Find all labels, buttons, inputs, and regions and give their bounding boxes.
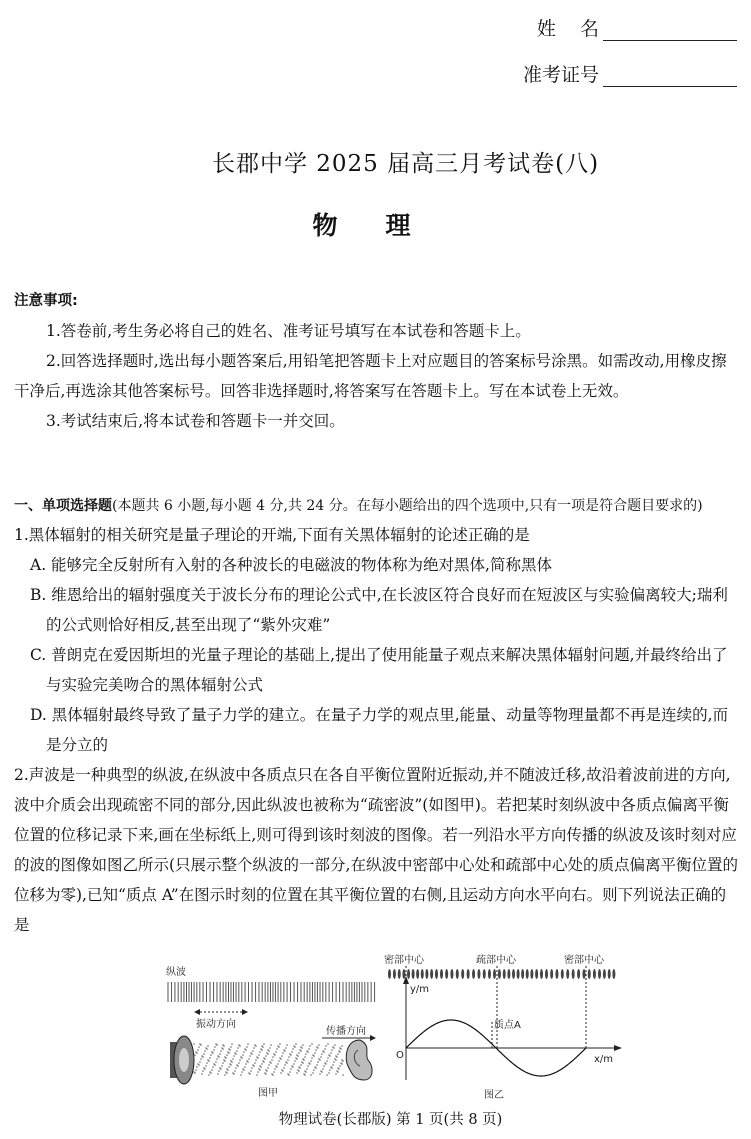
exam-id-field (523, 60, 737, 87)
air-medium (193, 1043, 344, 1076)
section-description: (本题共 6 小题,每小题 4 分,共 24 分。在每小题给出的四个选项中,只有一项是符合题目要求的) (112, 498, 703, 514)
figure-jia-wave-label: 纵波 (166, 967, 186, 978)
exam-id-blank-line (603, 66, 737, 87)
question-1-option-d: D. 黑体辐射最终导致了量子力学的建立。在量子力学的观点里,能量、动量等物理量都不再是连续的,而是分立的 (30, 706, 729, 754)
figure-jia-caption: 图甲 (258, 1088, 278, 1099)
point-a-label: 质点A (494, 1020, 521, 1031)
ear-icon (346, 1040, 372, 1080)
section-heading (14, 492, 738, 520)
figure-yi-caption: 图乙 (484, 1090, 504, 1101)
figure-jia-vibration-label: 振动方向 (196, 1019, 236, 1030)
question-1-option-c: C. 普朗克在爱因斯坦的光量子理论的基础上,提出了使用能量子观点来解决黑体辐射问题,并最终给出了与实验完美吻合的黑体辐射公式 (30, 646, 728, 694)
exam-title: 长郡中学 2025 届高三月考试卷(八) (211, 151, 600, 177)
dense-center-label: 密部中心 (384, 955, 424, 966)
subject-title: 物理 (312, 211, 459, 240)
figure-jia-propagation-label: 传播方向 (326, 1026, 366, 1037)
question-1-option-a: A. 能够完全反射所有入射的各种波长的电磁波的物体称为绝对黑体,简称黑体 (30, 556, 552, 574)
exam-id-label: 准考证号 (522, 64, 599, 86)
section-title: 一、单项选择题 (14, 498, 112, 514)
vibration-arrow-head-left (194, 1009, 200, 1015)
figure-yi-wave-graph (380, 952, 628, 1102)
name-field (537, 14, 737, 41)
particle-row (388, 969, 615, 979)
notes-heading: 注意事项: (14, 293, 78, 309)
vibration-arrow-head-right (242, 1009, 248, 1015)
question-1-option-b: B. 维恩给出的辐射强度关于波长分布的理论公式中,在长波区符合良好而在短波区与实验偏离较大;瑞利的公式则恰好相反,甚至出现了“紫外灾难” (30, 586, 728, 634)
figure-jia-longitudinal-wave (160, 962, 382, 1100)
question-2-stem: 2.声波是一种典型的纵波,在纵波中各质点只在各自平衡位置附近振动,并不随波迁移,故沿着波前进的方向,波中介质会出现疏密不同的部分,因此纵波也被称为“疏密波”(如图甲)。若把某时刻纵波中各质点偏离平衡位置的位移记录下来,画在坐标纸上,则可得到该时刻波的图像。若一列沿水平方向传播的纵波及该时刻对应的波的图像如图乙所示(只展示整个纵波的一部分,在纵波中密部中心处和疏部中心处的质点偏离平衡位置的位移为零),已知“质点 A”在图示时刻的位置在其平衡位置的右侧,且运动方向水平向右。则下列说法正确的是 (14, 766, 738, 934)
question-1-stem: 1.黑体辐射的相关研究是量子理论的开端,下面有关黑体辐射的论述正确的是 (14, 526, 530, 544)
note-item: 2.回答选择题时,选出每小题答案后,用铅笔把答题卡上对应题目的答案标号涂黑。如需改动,用橡皮擦干净后,再选涂其他答案标号。回答非选择题时,将答案写在答题卡上。写在本试卷上无效。 (14, 352, 727, 400)
page-footer: 物理试卷(长郡版) 第 1 页(共 8 页) (278, 1112, 503, 1128)
sparse-center-label: 疏部中心 (476, 955, 516, 966)
name-label: 姓 名 (536, 18, 599, 40)
origin-label: O (396, 1050, 404, 1061)
dense-center-label: 密部中心 (564, 955, 604, 966)
note-item: 3.考试结束后,将本试卷和答题卡一并交回。 (46, 412, 345, 430)
y-axis-label: y/m (410, 984, 430, 995)
notes-section (14, 286, 738, 436)
section-single-choice (14, 492, 738, 940)
speaker-icon (170, 1036, 194, 1084)
x-axis-arrow (614, 1045, 622, 1051)
compression-lines (168, 982, 375, 1002)
note-item: 1.答卷前,考生务必将自己的姓名、准考证号填写在本试卷和答题卡上。 (46, 322, 531, 340)
x-axis-label: x/m (594, 1054, 614, 1065)
propagation-arrow-head (370, 1035, 376, 1041)
name-blank-line (603, 20, 737, 41)
